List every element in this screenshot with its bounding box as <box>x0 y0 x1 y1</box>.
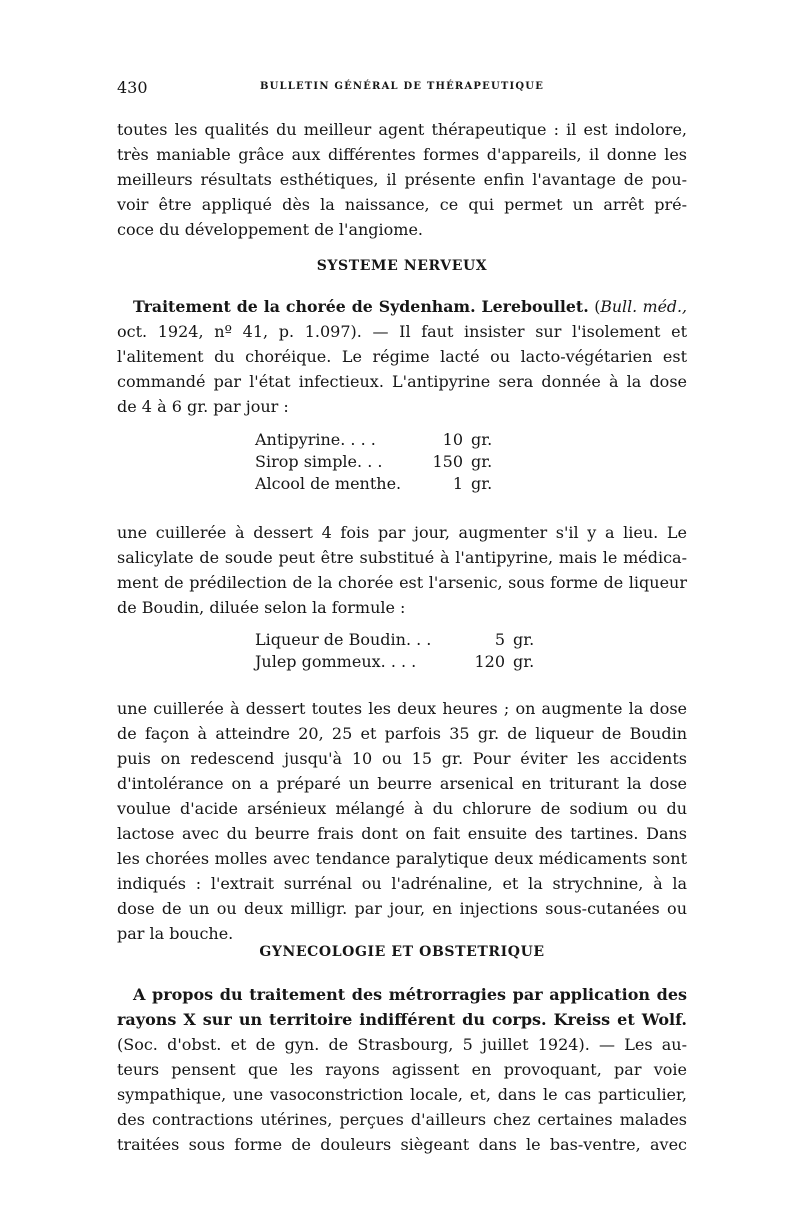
ingredient-qty: 10 <box>442 430 463 449</box>
ingredient-qty: 5 <box>494 630 505 649</box>
text-line: voulue d'acide arsénieux mélangé à du chlorure de sodium ou du <box>117 799 687 818</box>
ingredient-name: Julep gommeux. . . . <box>255 652 417 671</box>
running-head: BULLETIN GÉNÉRAL DE THÉRAPEUTIQUE <box>259 81 545 92</box>
text-line: l'alitement du choréique. Le régime lacté ou lacto-végétarien est <box>117 347 687 366</box>
text-line: lactose avec du beurre frais dont on fait ensuite des tartines. Dans <box>117 824 687 843</box>
text-line: des contractions utérines, perçues d'ailleurs chez certaines malades <box>117 1110 687 1129</box>
text-line: commandé par l'état infectieux. L'antipyrine sera donnée à la dose <box>117 372 687 391</box>
text-line: une cuillerée à dessert 4 fois par jour, augmenter s'il y a lieu. Le <box>117 523 687 542</box>
ingredient-qty: 150 <box>432 452 463 471</box>
text-line: indiqués : l'extrait surrénal ou l'adrénaline, et la strychnine, à la <box>117 874 687 893</box>
text-line: de Boudin, diluée selon la formule : <box>117 598 406 617</box>
ingredient-name: Sirop simple. . . <box>255 452 383 471</box>
text-line: une cuillerée à dessert toutes les deux heures ; on augmente la dose <box>117 699 687 718</box>
text-line: (Soc. d'obst. et de gyn. de Strasbourg, 5 juillet 1924). — Les au- <box>117 1035 687 1054</box>
prescription-row <box>255 430 492 452</box>
text-line: ment de prédilection de la chorée est l'arsenic, sous forme de liqueur <box>117 573 687 592</box>
ingredient-unit: gr. <box>513 630 535 649</box>
prescription-row <box>255 474 492 496</box>
ingredient-unit: gr. <box>471 430 493 449</box>
article-chorea <box>117 294 687 419</box>
article-title-line <box>117 294 687 319</box>
ingredient-qty: 1 <box>452 474 463 493</box>
text-line: puis on redescend jusqu'à 10 ou 15 gr. Pour éviter les accidents <box>117 749 687 768</box>
prescription-row <box>255 652 534 674</box>
section-heading: GYNECOLOGIE ET OBSTETRIQUE <box>259 944 545 960</box>
text-line: traitées sous forme de douleurs siègeant dans le bas-ventre, avec <box>117 1135 687 1154</box>
text-line: meilleurs résultats esthétiques, il présente enfin l'avantage de pou- <box>117 170 687 189</box>
text-line: de façon à atteindre 20, 25 et parfois 35 gr. de liqueur de Boudin <box>117 724 687 743</box>
text-line: coce du développement de l'angiome. <box>117 220 423 239</box>
article-metrorrhagia <box>117 982 687 1157</box>
text-line: teurs pensent que les rayons agissent en provoquant, par voie <box>117 1060 687 1079</box>
page-header <box>117 78 687 100</box>
text-line: dose de un ou deux milligr. par jour, en injections sous-cutanées ou <box>117 899 687 918</box>
section-heading: SYSTEME NERVEUX <box>316 258 488 274</box>
text-line: voir être appliqué dès la naissance, ce qui permet un arrêt pré- <box>117 195 687 214</box>
ingredient-qty: 120 <box>474 652 505 671</box>
article-title-line <box>117 982 687 1007</box>
ingredient-name: Antipyrine. . . . <box>255 430 376 449</box>
ingredient-unit: gr. <box>513 652 535 671</box>
text-line: sympathique, une vasoconstriction locale, et, dans le cas particulier, <box>117 1085 687 1104</box>
text-line: toutes les qualités du meilleur agent thérapeutique : il est indolore, <box>117 120 687 139</box>
ingredient-unit: gr. <box>471 452 493 471</box>
paren: ( <box>594 297 601 316</box>
prescription-row <box>255 630 534 652</box>
text-line: très maniable grâce aux différentes formes d'appareils, il donne les <box>117 145 687 164</box>
prescription-row <box>255 452 492 474</box>
prescription-antipyrine <box>255 430 492 496</box>
ingredient-name: Liqueur de Boudin. . . <box>255 630 432 649</box>
text-line: d'intolérance on a préparé un beurre arsenical en triturant la dose <box>117 774 687 793</box>
article-title: Traitement de la chorée de Sydenham. Lereboullet. <box>133 297 589 316</box>
text-line: de 4 à 6 gr. par jour : <box>117 397 289 416</box>
prescription-boudin <box>255 630 534 674</box>
paragraph-dosage <box>117 696 687 946</box>
text-line: oct. 1924, nº 41, p. 1.097). — Il faut insister sur l'isolement et <box>117 322 687 341</box>
text-line: salicylate de soude peut être substitué à l'antipyrine, mais le médica- <box>117 548 687 567</box>
ingredient-name: Alcool de menthe. <box>255 474 402 493</box>
text-line: les chorées molles avec tendance paralytique deux médicaments sont <box>117 849 687 868</box>
ingredient-unit: gr. <box>471 474 493 493</box>
text-line: par la bouche. <box>117 924 234 943</box>
article-title-line: rayons X sur un territoire indifférent du corps. Kreiss et Wolf. <box>117 1010 687 1029</box>
paragraph-salicylate <box>117 520 687 620</box>
intro-paragraph <box>117 117 687 242</box>
journal-ref: Bull. méd., <box>600 297 687 316</box>
page-number: 430 <box>117 78 148 97</box>
article-title: A propos du traitement des métrorragies par application des <box>133 985 687 1004</box>
